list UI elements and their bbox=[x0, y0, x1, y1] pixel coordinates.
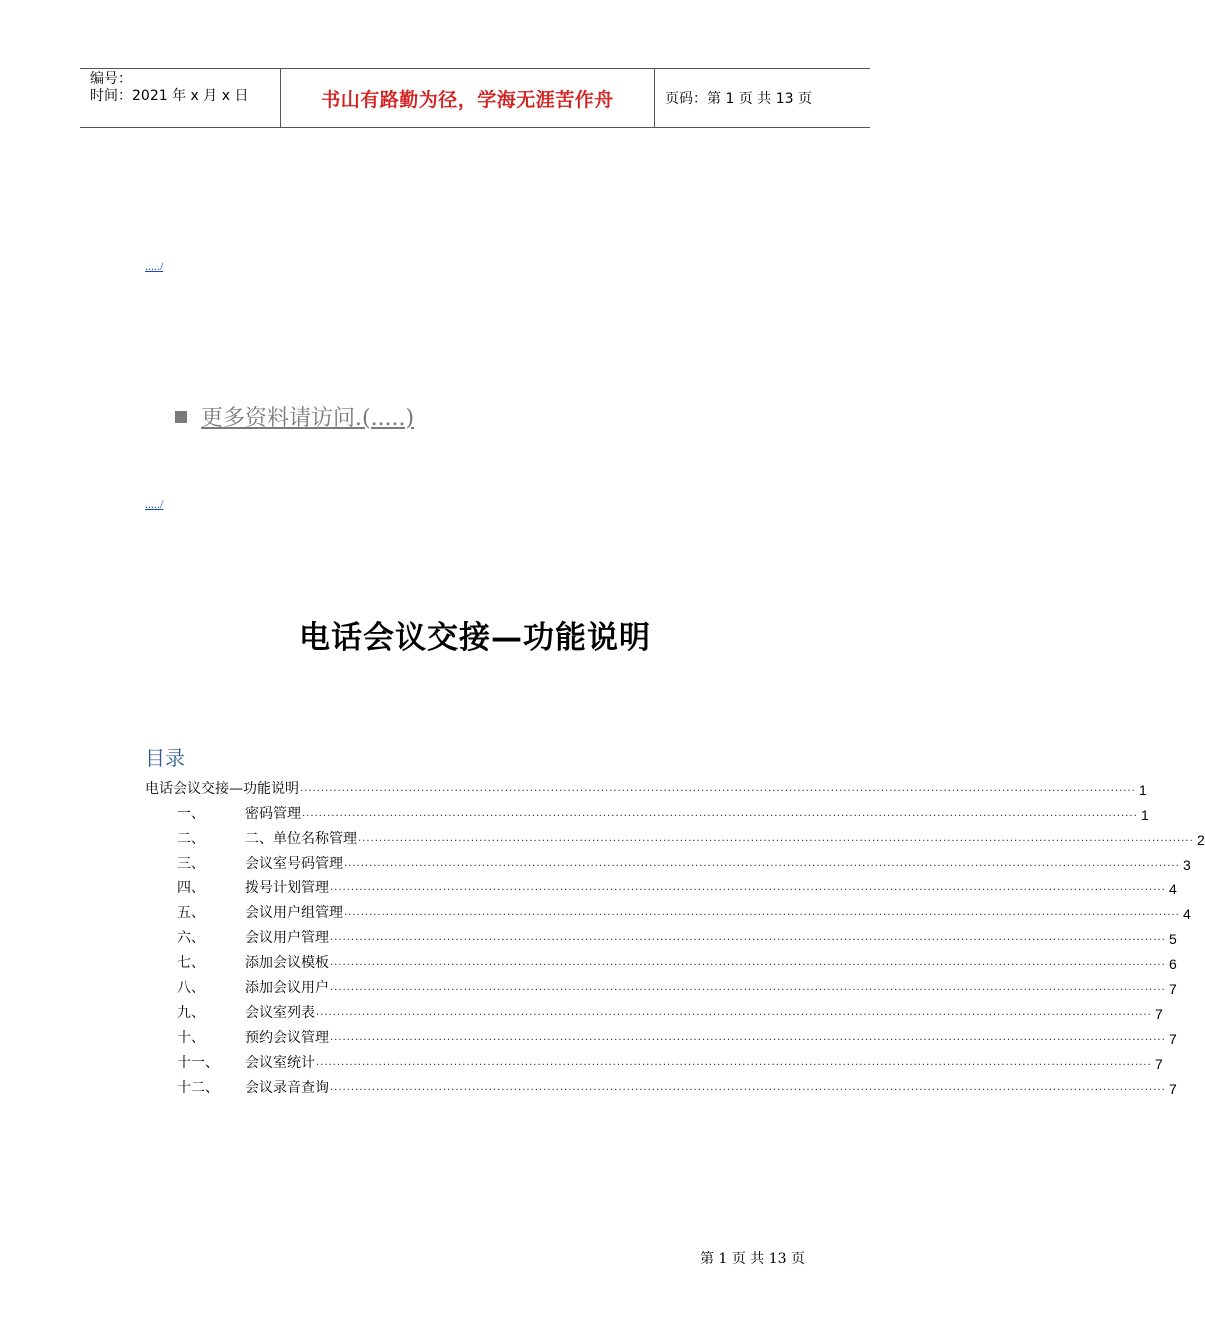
toc-entry[interactable] bbox=[145, 1022, 1177, 1047]
toc-entry-label: 会议室统计 bbox=[245, 1054, 315, 1071]
square-bullet-icon bbox=[175, 411, 187, 423]
toc-entry-label: 二、单位名称管理 bbox=[245, 830, 357, 847]
toc-dot-leader: ........................................................................................................................................................................................................ bbox=[330, 1031, 1166, 1043]
toc-entry[interactable] bbox=[145, 997, 1163, 1022]
promo-link[interactable]: 更多资料请访问.(.....) bbox=[201, 406, 415, 431]
bottom-link[interactable]: ...../ bbox=[145, 497, 164, 511]
toc-entry-number: 八、 bbox=[177, 980, 205, 997]
toc-entry[interactable] bbox=[145, 947, 1177, 973]
toc-entry[interactable] bbox=[145, 922, 1177, 948]
toc-entry-label: 会议室列表 bbox=[245, 1004, 315, 1021]
toc-dot-leader: ........................................................................................................................................................................................................ bbox=[330, 957, 1166, 969]
number-label: 编号： bbox=[90, 71, 132, 87]
toc-dot-leader: ........................................................................................................................................................................................................ bbox=[300, 782, 1136, 794]
toc-entry-page: 5 bbox=[1168, 931, 1177, 948]
toc-entry-number: 十一、 bbox=[177, 1054, 219, 1071]
toc-entry[interactable] bbox=[145, 873, 1177, 898]
top-link[interactable]: ...../ bbox=[145, 259, 164, 273]
toc-dot-leader: ........................................................................................................................................................................................................ bbox=[330, 882, 1166, 894]
toc-entry-page: 4 bbox=[1168, 881, 1177, 898]
toc-entry-page: 6 bbox=[1168, 956, 1177, 973]
toc-entry-number: 一、 bbox=[177, 805, 205, 822]
toc-entry-number: 七、 bbox=[177, 955, 205, 972]
toc-entry[interactable] bbox=[145, 1047, 1163, 1072]
toc-entry-page: 4 bbox=[1182, 906, 1191, 923]
time-label: 时间：2021 年 x 月 x 日 bbox=[90, 88, 249, 104]
promo-line bbox=[175, 401, 414, 432]
toc-entry[interactable] bbox=[145, 897, 1191, 923]
toc-entry[interactable] bbox=[145, 798, 1149, 823]
toc-entry[interactable] bbox=[145, 823, 1205, 848]
toc-entry-label: 会议录音查询 bbox=[245, 1079, 329, 1096]
toc-entry-label: 拨号计划管理 bbox=[245, 880, 329, 897]
toc-entry-number: 二、 bbox=[177, 830, 205, 847]
toc-entry-label: 会议用户管理 bbox=[245, 930, 329, 947]
toc-dot-leader: ........................................................................................................................................................................................................ bbox=[330, 932, 1166, 944]
toc-entry-page: 7 bbox=[1168, 1030, 1177, 1047]
toc-entry-number: 四、 bbox=[177, 880, 205, 897]
toc-entry-page: 7 bbox=[1168, 1080, 1177, 1097]
toc-entry-page: 7 bbox=[1154, 1055, 1163, 1072]
header-page-info: 页码：第 1 页 共 13 页 bbox=[665, 91, 812, 107]
toc-dot-leader: ........................................................................................................................................................................................................ bbox=[316, 1056, 1152, 1068]
toc-entry-label: 添加会议用户 bbox=[245, 980, 329, 997]
toc-entry-page: 7 bbox=[1168, 981, 1177, 998]
toc-entry-number: 六、 bbox=[177, 930, 205, 947]
toc-heading: 目录 bbox=[145, 746, 185, 770]
toc-entry-page: 1 bbox=[1140, 806, 1149, 823]
toc-entry-number: 十二、 bbox=[177, 1079, 219, 1096]
toc-entry-label: 会议室号码管理 bbox=[245, 855, 343, 872]
toc-entry-label: 会议用户组管理 bbox=[245, 905, 343, 922]
toc-entry-label: 电话会议交接—功能说明 bbox=[145, 780, 299, 797]
toc-entry[interactable] bbox=[145, 848, 1191, 873]
toc-entry-page: 2 bbox=[1196, 831, 1205, 848]
toc-entry-label: 添加会议模板 bbox=[245, 955, 329, 972]
toc-dot-leader: ........................................................................................................................................................................................................ bbox=[302, 807, 1138, 819]
document-title: 电话会议交接—功能说明 bbox=[299, 620, 651, 656]
toc-entry-label: 预约会议管理 bbox=[245, 1029, 329, 1046]
toc-dot-leader: ........................................................................................................................................................................................................ bbox=[358, 832, 1194, 844]
toc-dot-leader: ........................................................................................................................................................................................................ bbox=[330, 982, 1166, 994]
toc-entry-page: 1 bbox=[1138, 781, 1147, 798]
toc-dot-leader: ........................................................................................................................................................................................................ bbox=[344, 857, 1180, 869]
toc-entry[interactable] bbox=[145, 773, 1147, 798]
toc-entry-page: 7 bbox=[1154, 1005, 1163, 1022]
toc-dot-leader: ........................................................................................................................................................................................................ bbox=[344, 907, 1180, 919]
toc-entry[interactable] bbox=[145, 1072, 1177, 1097]
table-of-contents bbox=[145, 773, 1205, 1097]
page-footer: 第 1 页 共 13 页 bbox=[700, 1251, 805, 1267]
header-motto: 书山有路勤为径，学海无涯苦作舟 bbox=[281, 69, 655, 127]
page-header bbox=[80, 68, 870, 128]
toc-entry[interactable] bbox=[145, 972, 1177, 998]
toc-dot-leader: ........................................................................................................................................................................................................ bbox=[316, 1006, 1152, 1018]
header-meta bbox=[80, 69, 281, 127]
toc-dot-leader: ........................................................................................................................................................................................................ bbox=[330, 1081, 1166, 1093]
toc-entry-number: 九、 bbox=[177, 1004, 205, 1021]
toc-entry-label: 密码管理 bbox=[245, 805, 301, 822]
toc-entry-page: 3 bbox=[1182, 856, 1191, 873]
toc-entry-number: 十、 bbox=[177, 1029, 205, 1046]
toc-entry-number: 三、 bbox=[177, 855, 205, 872]
toc-entry-number: 五、 bbox=[177, 905, 205, 922]
